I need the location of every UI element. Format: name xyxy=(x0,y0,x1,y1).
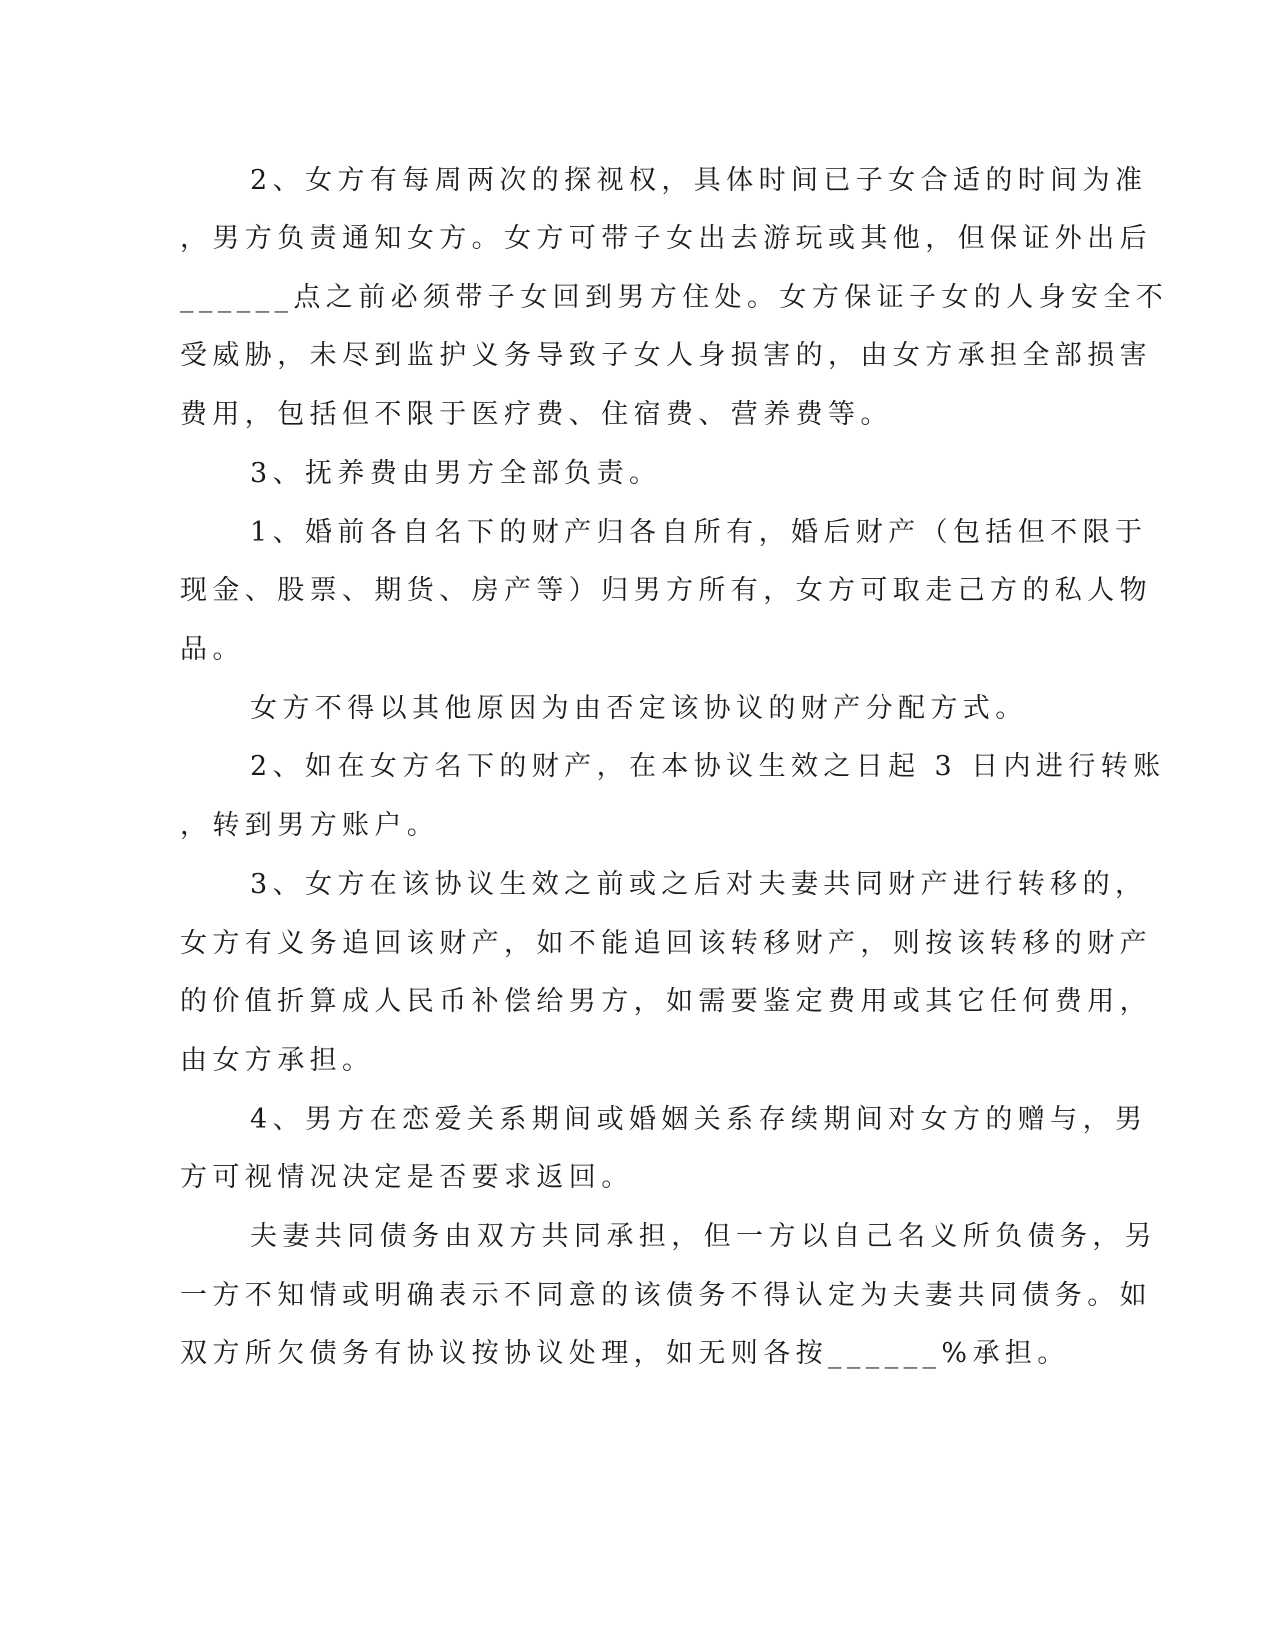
paragraph-line: 受威胁，未尽到监护义务导致子女人身损害的，由女方承担全部损害 xyxy=(180,340,1152,371)
paragraph-line: 费用，包括但不限于医疗费、住宿费、营养费等。 xyxy=(180,399,893,430)
paragraph-line: 女方不得以其他原因为由否定该协议的财产分配方式。 xyxy=(250,693,1028,724)
paragraph-line: 2、如在女方名下的财产，在本协议生效之日起 3 日内进行转账 xyxy=(250,751,1166,782)
paragraph-line: 1、婚前各自名下的财产归各自所有，婚后财产（包括但不限于 xyxy=(250,517,1148,548)
paragraph-line: 一方不知情或明确表示不同意的该债务不得认定为夫妻共同债务。如 xyxy=(180,1280,1152,1311)
paragraph-line: 品。 xyxy=(180,634,245,665)
paragraph-line: 2、女方有每周两次的探视权，具体时间已子女合适的时间为准 xyxy=(250,165,1148,196)
paragraph-line: 双方所欠债务有协议按协议处理，如无则各按______%承担。 xyxy=(180,1338,1070,1369)
paragraph-line: 夫妻共同债务由双方共同承担，但一方以自己名义所负债务，另 xyxy=(250,1221,1158,1252)
paragraph-line: 现金、股票、期货、房产等）归男方所有，女方可取走己方的私人物 xyxy=(180,575,1152,606)
paragraph-line: 3、抚养费由男方全部负责。 xyxy=(250,458,662,489)
paragraph-line: ，转到男方账户。 xyxy=(180,810,440,841)
paragraph-line: 由女方承担。 xyxy=(180,1045,375,1076)
paragraph-line: 方可视情况决定是否要求返回。 xyxy=(180,1162,634,1193)
paragraph-line: 女方有义务追回该财产，如不能追回该转移财产，则按该转移的财产 xyxy=(180,928,1152,959)
paragraph-line: ，男方负责通知女方。女方可带子女出去游玩或其他，但保证外出后 xyxy=(180,223,1152,254)
paragraph-line: 的价值折算成人民币补偿给男方，如需要鉴定费用或其它任何费用， xyxy=(180,986,1152,1017)
paragraph-line: ______点之前必须带子女回到男方住处。女方保证子女的人身安全不 xyxy=(180,282,1169,313)
paragraph-line: 3、女方在该协议生效之前或之后对夫妻共同财产进行转移的， xyxy=(250,869,1148,900)
paragraph-line: 4、男方在恋爱关系期间或婚姻关系存续期间对女方的赠与，男 xyxy=(250,1104,1148,1135)
